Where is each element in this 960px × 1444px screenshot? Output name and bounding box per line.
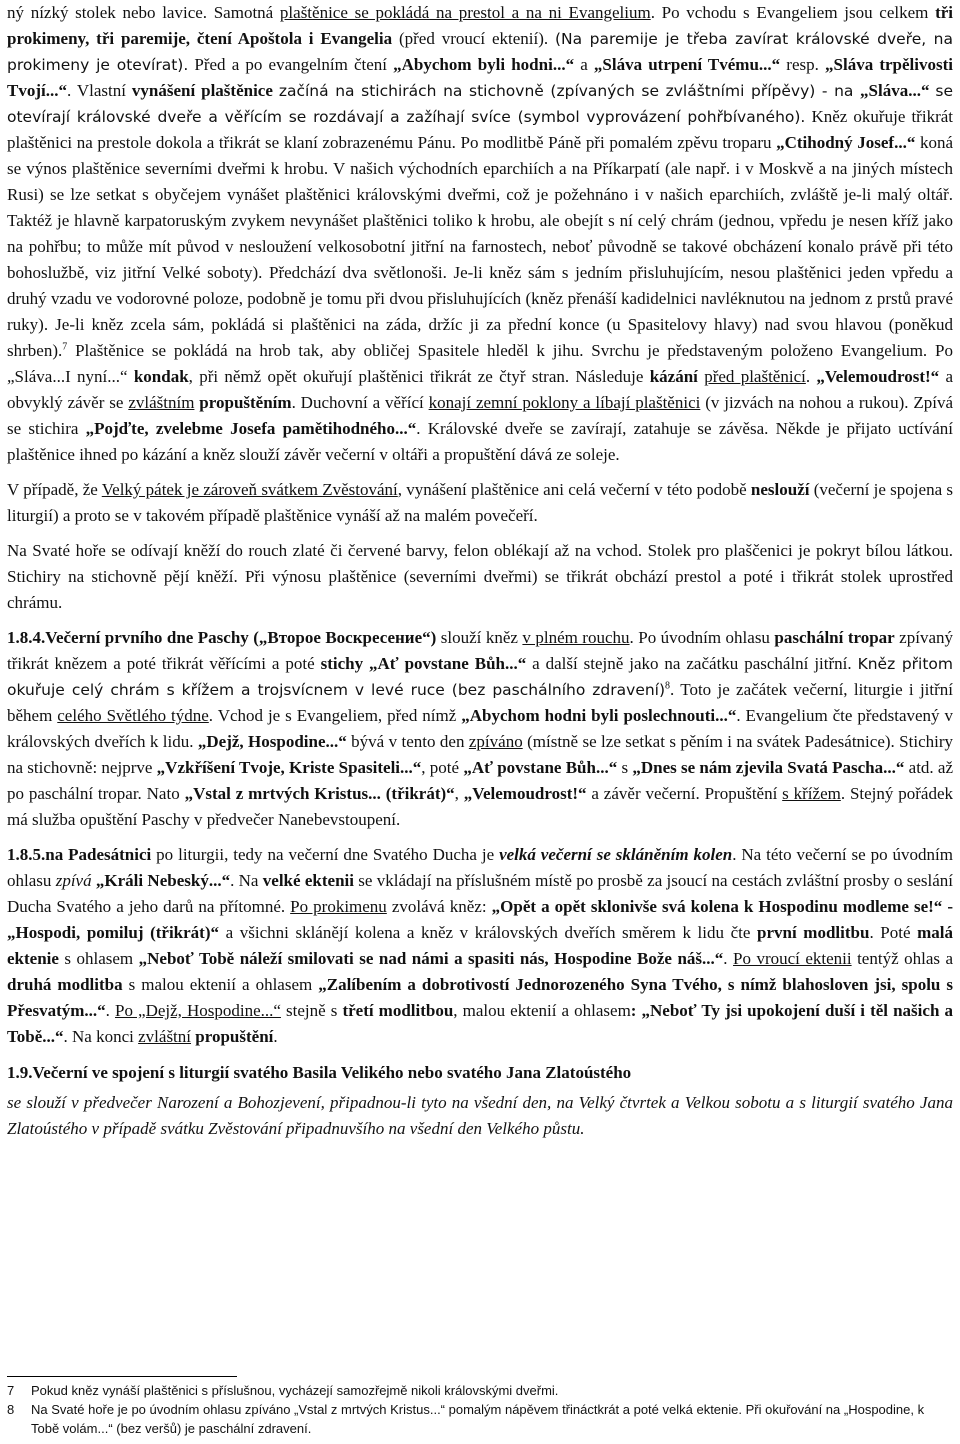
bold-text: „Velemoudrost!“ (463, 784, 587, 803)
bold-text: neslouží (750, 480, 810, 499)
bold-text: „Dejž, Hospodine...“ (197, 732, 347, 751)
text-run: Na Svaté hoře se odívají kněží do rouch zlaté či červené barvy, felon oblékají až na vchod. Stolek pro plaščenici je pokryt bílou látkou. Stichiry na stichovně pějí kněží. Při výnosu plaštěnice (severními dveřmi) se třikrát obchází prestol a poté i třikrát stolek uprostřed chrámu. (7, 541, 953, 612)
underlined-text: Po prokimenu (290, 897, 387, 916)
sans-text: (Na paremije je třeba zavírat královské dveře, na prokimeny je otevírat). (7, 30, 954, 74)
text-run: s (617, 758, 633, 777)
sans-text: se otevírají královské dveře a věřícím se rozdávají a zažíhají svíce (symbol vyprovázení pohřbívaného). (7, 82, 954, 126)
bold-text: „Abychom hodni byli poslechnouti...“ (461, 706, 737, 725)
text-run: se vkládají na příslušném místě po prosbě za jsoucí na cestách zvláštní prosby o seslání Ducha Svatého a jeho darů na přítomné. (7, 871, 954, 916)
bold-text: „Второе Воскресение“ (258, 628, 431, 647)
bold-italic-text: velká večerní se skláněním kolen (499, 845, 733, 864)
bold-text: „Sláva trpělivosti Tvojí...“ (7, 55, 953, 100)
text-run: . Na konci (63, 1027, 139, 1046)
underlined-text: konají zemní poklony a líbají plaštěnici (428, 393, 701, 412)
section-title: Večerní ve spojení s liturgií svatého Basila Velikého nebo svatého Jana Zlatoústého (32, 1063, 632, 1082)
text-run: , (454, 784, 464, 803)
text-run: a všichni sklánějí kolena a kněz v královských dveřích směrem k lidu čte (219, 923, 758, 942)
bold-text: na Padesátnici (45, 845, 152, 864)
paragraph-mount-athos (7, 538, 953, 616)
footnote-text: Na Svaté hoře je po úvodním ohlasu zpíváno „Vstal z mrtvých Kristus...“ pomalým nápěvem třináctkrát a poté velká ektenie. Při okuřování na „Hospodine, k Tobě volám...“ (bez veršů) je paschální zdravení. (31, 1402, 925, 1436)
text-run: a další stejně jako na začátku paschální jitřní. (526, 654, 858, 673)
text-run: , poté (421, 758, 464, 777)
bold-text: „Abychom byli hodni...“ (393, 55, 575, 74)
bold-text: třetí modlitbou (342, 1001, 454, 1020)
bold-text: „Sláva...“ (860, 81, 930, 100)
underlined-text: s křížem (782, 784, 841, 803)
text-run: a závěr večerní. Propuštění (586, 784, 783, 803)
bold-text: vynášení plaštěnice (131, 81, 273, 100)
text-run: . Stejný pořádek má služba opuštění Paschy v předvečer Nanebevstoupení. (7, 784, 953, 829)
text-run: . Královské dveře se zavírají, zatahuje se závěsa. Někde je přijato uctívání plaštěnice ihned po kázání a kněz slouží závěr večerní v oltáři a propuštění dává ze soleje. (7, 419, 953, 464)
text-run: stejně s (280, 1001, 343, 1020)
bold-text: „Velemoudrost!“ (816, 367, 940, 386)
bold-text: „Ať povstane Bůh...“ (369, 654, 527, 673)
text-run: , malou ektenií a ohlasem (453, 1001, 631, 1020)
underlined-text: zvláštní (138, 1027, 192, 1046)
underlined-text: zpíváno (468, 732, 523, 751)
underlined-text: v plném rouchu (522, 628, 630, 647)
text-run: po liturgii, tedy na večerní dne Svatého Ducha je (151, 845, 500, 864)
bold-text: propuštěním (199, 393, 292, 412)
text-run: . Toto je začátek večerní, liturgie i jitřní během (7, 680, 953, 725)
section-number: 1.9. (7, 1063, 33, 1082)
bold-text: 1.8.4. (7, 628, 46, 647)
sans-text: začíná na stichirách na stichovně (zpívaných se zvláštními přípěvy) - na (278, 82, 861, 100)
bold-text: „Vzkříšení Tvoje, Kriste Spasiteli...“ (156, 758, 422, 777)
bold-text: první modlitbu (757, 923, 870, 942)
underlined-text: zvláštním (128, 393, 195, 412)
bold-text: paschální tropar (774, 628, 895, 647)
bold-text: „Sláva utrpení Tvému...“ (593, 55, 781, 74)
underlined-text: Velký pátek je zároveň svátkem Zvěstování (101, 480, 398, 499)
bold-text: velké ektenii (262, 871, 354, 890)
footnote-text: Pokud kněz vynáší plaštěnici s příslušnou, vycházejí samozřejmě nikoli královskými dveřmi. (31, 1383, 559, 1398)
bold-text: „Ctihodný Josef...“ (776, 133, 916, 152)
footnotes (7, 1376, 953, 1438)
bold-text: kázání (649, 367, 698, 386)
underlined-text: celého Světlého týdne (57, 706, 209, 725)
text-run: (večerní je spojena s liturgií) a proto se v takovém případě plaštěnice vynáší až na malém povečeří. (7, 480, 953, 525)
text-run: koná se výnos plaštěnice severními dveřmi k hrobu. V našich východních eparchiích a na Příkarpatí (ale např. i v Moskvě a na jiných místech Rusi) se lze setkat s obyčejem vynášet plaštěnici královskými dveřmi, což je požehnáno i v našich eparchiích, zvláště je-li malý oltář. Taktéž je hlavně karpatoruským zvykem nevynášet plaštěnici toliko k hrobu, ale obejít s ní celý chrám (jednou, vpředu je nesen kříž jako na pohřbu; to může mít původ v nesloužení velkosobotní jitřní na farnostech, neboť původně se takové obcházení konalo právě při této bohoslužbě, viz jitřní Velké soboty). Předchází dva světlonoši. Je-li kněz sám s jedním přisluhujícím, nesou plaštěnici jeden vpředu a druhý vzadu ve vodorovné poloze, podobně je tomu při dvou přisluhujících (kněz přenáší kadidelnici navléknutou na jednom z prstů pravé ruky). Je-li kněz zcela sám, pokládá si plaštěnici na záda, držíc ji za přední konce (u Spasitelovy hlavy) nad svou hlavou (poněkud shrben). (7, 133, 953, 360)
bold-text: „Králi Nebeský...“ (95, 871, 231, 890)
bold-text: druhá modlitba (7, 975, 123, 994)
text-run: . Na této večerní se po úvodním ohlasu (7, 845, 953, 890)
text-run: tentýž ohlas a (851, 949, 953, 968)
text-run: . (105, 1001, 115, 1020)
sans-text: Kněz přitom okuřuje celý chrám s křížem a trojsvícnem v levé ruce (bez paschálního zdravení) (7, 655, 953, 699)
text-run: V případě, že (7, 480, 102, 499)
text-run: , vynášení plaštěnice ani celá večerní v této podobě (397, 480, 751, 499)
text-run: . Po úvodním ohlasu (629, 628, 775, 647)
text-run: . Vchod je s Evangeliem, před nímž (208, 706, 462, 725)
section-heading-1-9 (7, 1060, 953, 1086)
text-run: . (273, 1027, 278, 1046)
bold-text: „Pojďte, zvelebme Josefa pamětihodného...“ (85, 419, 417, 438)
text-run: (před vroucí ektenií). (392, 29, 555, 48)
text-run: a (574, 55, 594, 74)
text-run: Plaštěnice se pokládá na hrob tak, aby obličej Spasitele hleděl k jihu. Svrchu je představeným položeno Evangelium. Po „Sláva...I nyní...“ (7, 341, 953, 386)
text-run: . Poté (869, 923, 918, 942)
text-run: . Vlastní (66, 81, 132, 100)
paragraph-annunciation (7, 477, 953, 529)
underlined-text: před plaštěnicí (704, 367, 806, 386)
text-run: zpívaný třikrát knězem a poté třikrát věřícími a poté (7, 628, 953, 673)
text-run: . Po vchodu s Evangeliem jsou celkem (650, 3, 936, 22)
footnote-ref: 7 (62, 341, 68, 353)
section-intro: se slouží v předvečer Narození a Bohozjevení, připadnou-li tyto na všední den, na Velký čtvrtek a Velkou sobotu a s liturgií svatého Jana Zlatoústého v případě svátku Zvěstování připadnuvšího na všední den Velkého půstu. (7, 1093, 953, 1138)
text-run: ný nízký stolek nebo lavice. Samotná (7, 3, 280, 22)
text-run: . Na (230, 871, 263, 890)
paragraph-vesper-great-friday (7, 0, 953, 468)
underlined-text: Po vroucí ektenii (733, 949, 852, 968)
text-run: slouží kněz (436, 628, 523, 647)
bold-text: malá ektenie (7, 923, 954, 968)
bold-text: „Dnes se nám zjevila Svatá Pascha...“ (632, 758, 905, 777)
footnote-ref: 8 (665, 680, 671, 692)
bold-text: „Ať povstane Bůh...“ (463, 758, 618, 777)
text-run: s malou ektenií a ohlasem (122, 975, 319, 994)
footnote-8 (7, 1400, 953, 1438)
footnote-number: 7 (7, 1383, 15, 1398)
italic-text: zpívá (55, 871, 92, 890)
underlined-text: plaštěnice se pokládá na prestol a na ni Evangelium (279, 3, 651, 22)
bold-text: stichy (320, 654, 364, 673)
bold-text: „Vstal z mrtvých Kristus... (třikrát)“ (184, 784, 455, 803)
bold-text: : „Neboť Ty jsi upokojení duší i těl našich a Tobě...“ (7, 1001, 953, 1046)
text-run: . (805, 367, 817, 386)
text-run: (místně se lze setkat s pěním i na svátek Padesátnice). Stichiry na stichovně: nejprve (7, 732, 954, 777)
text-run: (v jizvách na nohou a rukou). Zpívá se stichira (7, 393, 954, 438)
text-run: . (723, 949, 734, 968)
text-run: s ohlasem (58, 949, 139, 968)
bold-text: Večerní prvního dne Paschy ( (45, 628, 259, 647)
text-run: a obvyklý závěr se (7, 367, 954, 412)
footnote-7 (7, 1381, 953, 1400)
document-page (7, 0, 953, 1142)
bold-text: kondak (133, 367, 189, 386)
text-run: . Duchovní a věřící (291, 393, 429, 412)
bold-text: „Opět a opět sklonivše svá kolena k Hospodinu modleme se!“ - „Hospodi, pomiluj (třikrát)“ (7, 897, 953, 942)
text-run: . Evangelium čte představený v královských dveřích k lidu. (7, 706, 953, 751)
text-run: , při němž opět okuřují plaštěnici třikrát ze čtyř stran. Následuje (188, 367, 650, 386)
text-run: atd. až po paschální tropar. Nato (7, 758, 954, 803)
underlined-text: Po „Dejž, Hospodine...“ (115, 1001, 281, 1020)
bold-text: ) (430, 628, 437, 647)
text-run: bývá v tento den (346, 732, 469, 751)
bold-text: tři prokimeny, tři paremije, čtení Apoštola i Evangelia (7, 3, 953, 48)
footnote-number: 8 (7, 1402, 15, 1417)
text-run: zvolává kněz: (386, 897, 492, 916)
text-run: Před a po evangelním čtení (188, 55, 394, 74)
footnote-separator (7, 1376, 237, 1377)
bold-text: „Zalíbením a dobrotivostí Jednorozeného Syna Tvého, s nímž blahosloven jsi, spolu s Přesvatým...“ (7, 975, 953, 1020)
text-run: resp. (780, 55, 826, 74)
paragraph-1-8-5-pentecost (7, 842, 953, 1050)
bold-text: propuštění (195, 1027, 274, 1046)
paragraph-1-8-4-pascha-vesper (7, 625, 953, 833)
bold-text: 1.8.5. (7, 845, 46, 864)
bold-text: „Neboť Tobě náleží smilovati se nad námi a spasiti nás, Hospodine Bože náš...“ (138, 949, 724, 968)
text-run: Kněz okuřuje třikrát plaštěnici na prestole dokola a třikrát se klaní zobrazenému Pánu. Po modlitbě Páně při pomalém zpěvu troparu (7, 107, 953, 152)
